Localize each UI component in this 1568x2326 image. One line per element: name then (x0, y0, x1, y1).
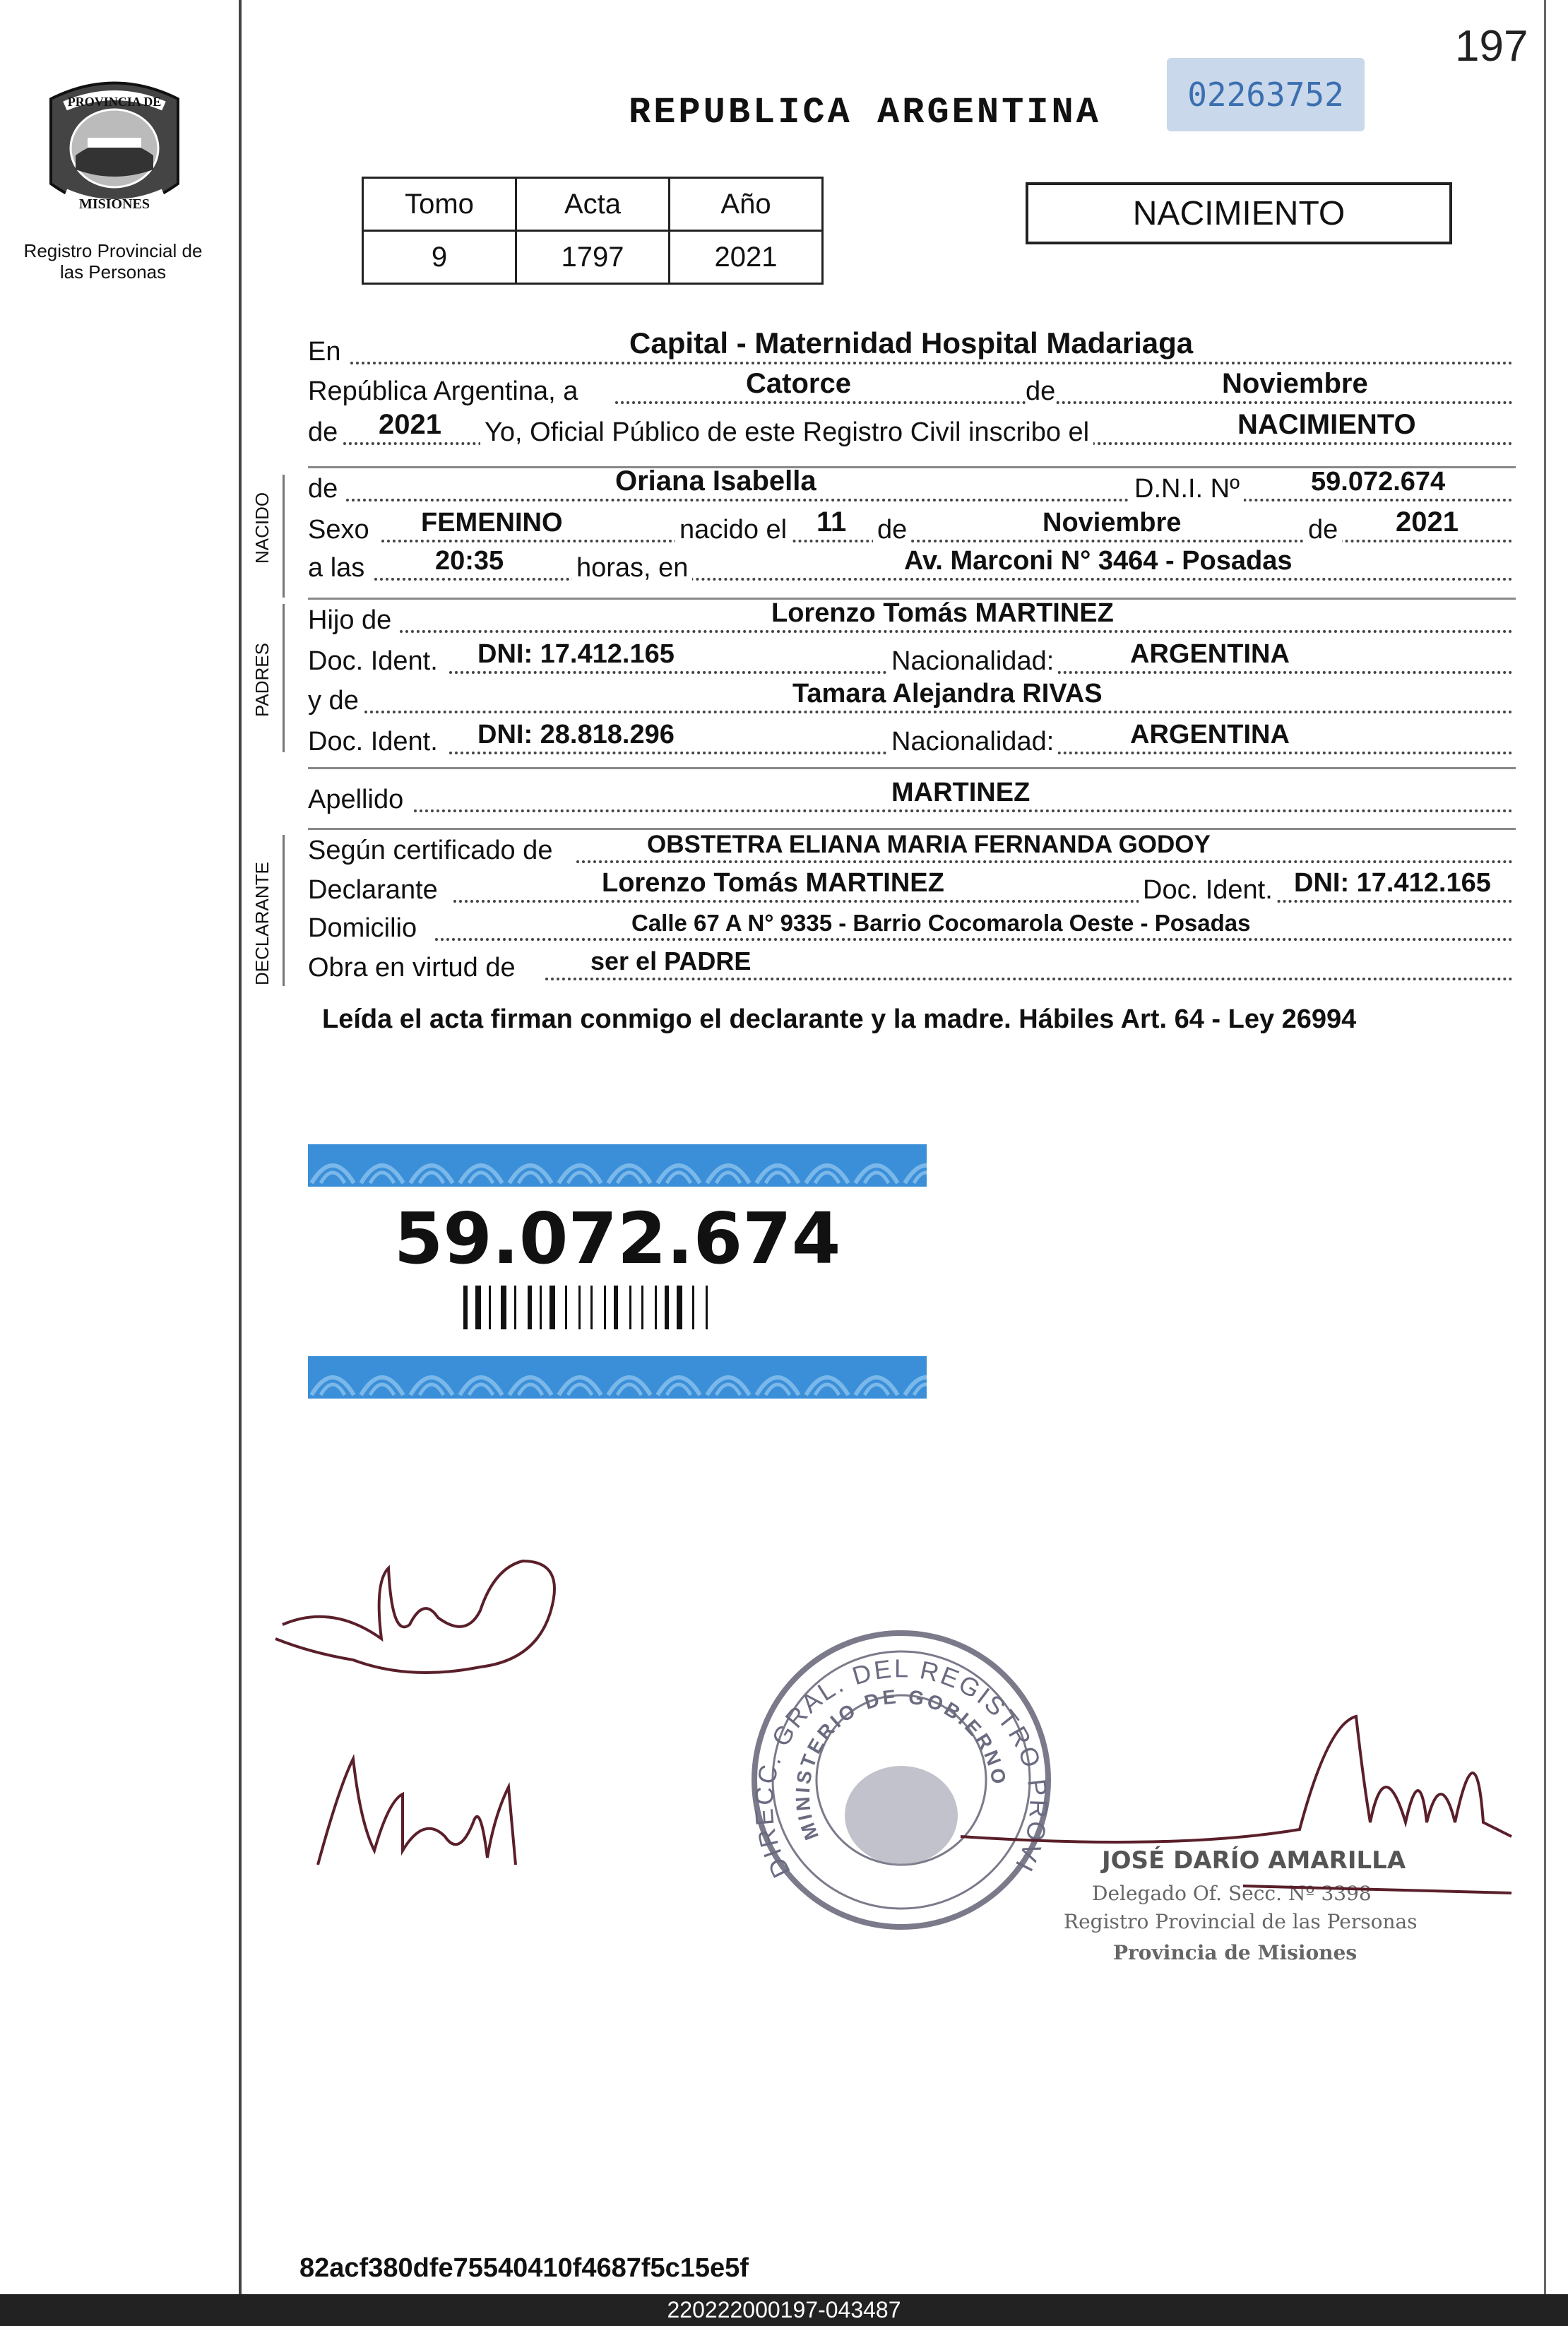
stamp-org: Registro Provincial de las Personas (1064, 1910, 1418, 1933)
form-row (308, 600, 1513, 640)
field-label: Doc. Ident. (1139, 875, 1277, 906)
barcode-bar (528, 1286, 532, 1329)
declarant-signature (268, 1540, 593, 1681)
field-label: Hijo de (308, 605, 392, 635)
barcode-bar (641, 1286, 643, 1329)
logo-text-top: PROVINCIA DE (67, 95, 162, 109)
form-row (308, 409, 1513, 452)
logo-text-bottom: MISIONES (78, 196, 150, 212)
table-header: Año (670, 178, 823, 231)
barcode-bar (604, 1286, 606, 1329)
barcode-bar (665, 1286, 669, 1329)
father-nationality: ARGENTINA (1130, 639, 1290, 669)
child-name: Oriana Isabella (615, 465, 816, 497)
form-row (308, 548, 1513, 588)
table-cell: 2021 (670, 231, 823, 284)
record-type-box: NACIMIENTO (1026, 182, 1452, 244)
field-label: Doc. Ident. (308, 727, 438, 756)
barcode-bar (550, 1286, 555, 1329)
birth-month: Noviembre (1043, 508, 1182, 538)
field-label: de (873, 515, 911, 545)
org-name: Registro Provincial de las Personas (23, 240, 203, 283)
barcode-bar (590, 1286, 593, 1329)
field-label: de (308, 417, 338, 447)
barcode-bar (578, 1286, 581, 1329)
table-cell: 9 (363, 231, 516, 284)
father-name: Lorenzo Tomás MARTINEZ (771, 598, 1114, 628)
barcode-bar (514, 1286, 516, 1329)
provincial-logo (37, 71, 192, 233)
barcode-bar (614, 1286, 618, 1329)
birth-year: 2021 (1396, 506, 1459, 538)
table-header: Acta (516, 178, 670, 231)
reason-value: ser el PADRE (590, 947, 752, 975)
field-label: Doc. Ident. (308, 646, 438, 676)
stamp-name: JOSÉ DARÍO AMARILLA (1102, 1846, 1406, 1875)
field-label: Apellido (308, 785, 404, 814)
barcode-bar (706, 1286, 708, 1329)
birth-time: 20:35 (435, 546, 504, 576)
mother-nationality: ARGENTINA (1130, 720, 1290, 749)
declarant-doc: DNI: 17.412.165 (1294, 868, 1491, 898)
barcode-bar (540, 1286, 542, 1329)
barcode-bar (463, 1286, 468, 1329)
serial-number: 02263752 (1167, 58, 1365, 131)
form-row (308, 780, 1513, 819)
barcode-bar (629, 1286, 631, 1329)
form-row (308, 681, 1513, 720)
field-label: horas, en (572, 553, 692, 583)
barcode-bar (475, 1286, 481, 1329)
stamp-province: Provincia de Misiones (1113, 1941, 1358, 1964)
barcode-bar (692, 1286, 694, 1329)
field-label: de (1304, 515, 1342, 545)
field-label: Nacionalidad: (887, 646, 1058, 677)
padres-side-bar (283, 604, 285, 752)
barcode-bar (565, 1286, 567, 1329)
record-value: NACIMIENTO (1237, 409, 1416, 440)
side-label-declarante: DECLARANTE (251, 862, 273, 985)
field-label: Sexo (308, 515, 369, 545)
father-doc: DNI: 17.412.165 (477, 639, 675, 669)
field-label: Obra en virtud de (308, 953, 516, 983)
year-value: 2021 (379, 409, 441, 440)
page-number: 197 (1455, 22, 1528, 71)
footer-code: 220222000197-043487 (0, 2294, 1568, 2326)
place-value: Capital - Maternidad Hospital Madariaga (629, 326, 1194, 360)
birth-day: 11 (816, 506, 847, 538)
seal-outer-text: DIRECC. GRAL. DEL REGISTRO PROVI (749, 1654, 1054, 1883)
side-label-padres: PADRES (251, 643, 273, 717)
field-label: D.N.I. Nº (1130, 474, 1244, 504)
barcode-bar (677, 1286, 682, 1329)
form-row (308, 722, 1513, 761)
form-row (308, 948, 1513, 987)
signature-area (749, 1610, 1526, 2006)
day-value: Catorce (746, 368, 851, 399)
page-title: REPUBLICA ARGENTINA (629, 92, 1101, 133)
barcode-bar (655, 1286, 657, 1329)
field-label: nacido el (675, 515, 791, 545)
dni-number: 59.072.674 (393, 1197, 841, 1280)
field-label: República Argentina, a (308, 376, 578, 406)
child-dni: 59.072.674 (1311, 467, 1446, 497)
form-row (308, 870, 1513, 910)
form-row (308, 368, 1513, 411)
separator (308, 828, 1516, 830)
mother-doc: DNI: 28.818.296 (477, 720, 675, 749)
nacido-side-bar (283, 475, 285, 598)
form-row (308, 908, 1513, 948)
stamp-role: Delegado Of. Secc. Nº 3398 (1092, 1882, 1372, 1905)
field-label: y de (308, 686, 359, 716)
field-label: Domicilio (308, 913, 417, 943)
document-hash: 82acf380dfe75540410f4687f5c15e5f (299, 2253, 749, 2283)
sex-value: FEMENINO (421, 508, 563, 538)
declarant-name: Lorenzo Tomás MARTINEZ (602, 868, 944, 898)
mother-name: Tamara Alejandra RIVAS (792, 679, 1103, 708)
form-row (308, 506, 1513, 550)
separator (308, 767, 1516, 769)
field-label: Nacionalidad: (887, 727, 1058, 757)
surname-value: MARTINEZ (891, 778, 1031, 807)
left-margin-line (239, 0, 242, 2296)
seal-inner-text: MINISTERIO DE GOBIERNO (791, 1685, 1011, 1844)
field-label: de (308, 474, 338, 504)
registry-table (362, 177, 824, 285)
declarante-side-bar (283, 835, 285, 986)
field-label: Yo, Oficial Público de este Registro Civil inscribo el (480, 417, 1093, 448)
address-value: Calle 67 A N° 9335 - Barrio Cocomarola Oeste - Posadas (631, 910, 1251, 936)
birth-address: Av. Marconi N° 3464 - Posadas (904, 546, 1293, 576)
form-row (308, 326, 1513, 372)
form-row (308, 465, 1513, 509)
month-value: Noviembre (1222, 368, 1368, 399)
field-label: Declarante (308, 875, 438, 905)
form-row (308, 831, 1513, 870)
closing-text: Leída el acta firman conmigo el declarante y la madre. Hábiles Art. 64 - Ley 26994 (322, 1004, 1357, 1034)
mother-signature (304, 1745, 530, 1886)
field-label: En (308, 337, 341, 367)
field-label: de (1026, 376, 1056, 406)
side-label-nacido: NACIDO (251, 492, 273, 564)
field-label: a las (308, 553, 365, 583)
barcode-bar (501, 1286, 506, 1329)
form-row (308, 641, 1513, 681)
table-cell: 1797 (516, 231, 670, 284)
table-header: Tomo (363, 178, 516, 231)
barcode-bar (489, 1286, 491, 1329)
certificate-value: OBSTETRA ELIANA MARIA FERNANDA GODOY (647, 831, 1211, 858)
field-label: Según certificado de (308, 836, 553, 865)
dni-card (308, 1144, 927, 1399)
right-margin-line (1544, 0, 1546, 2296)
